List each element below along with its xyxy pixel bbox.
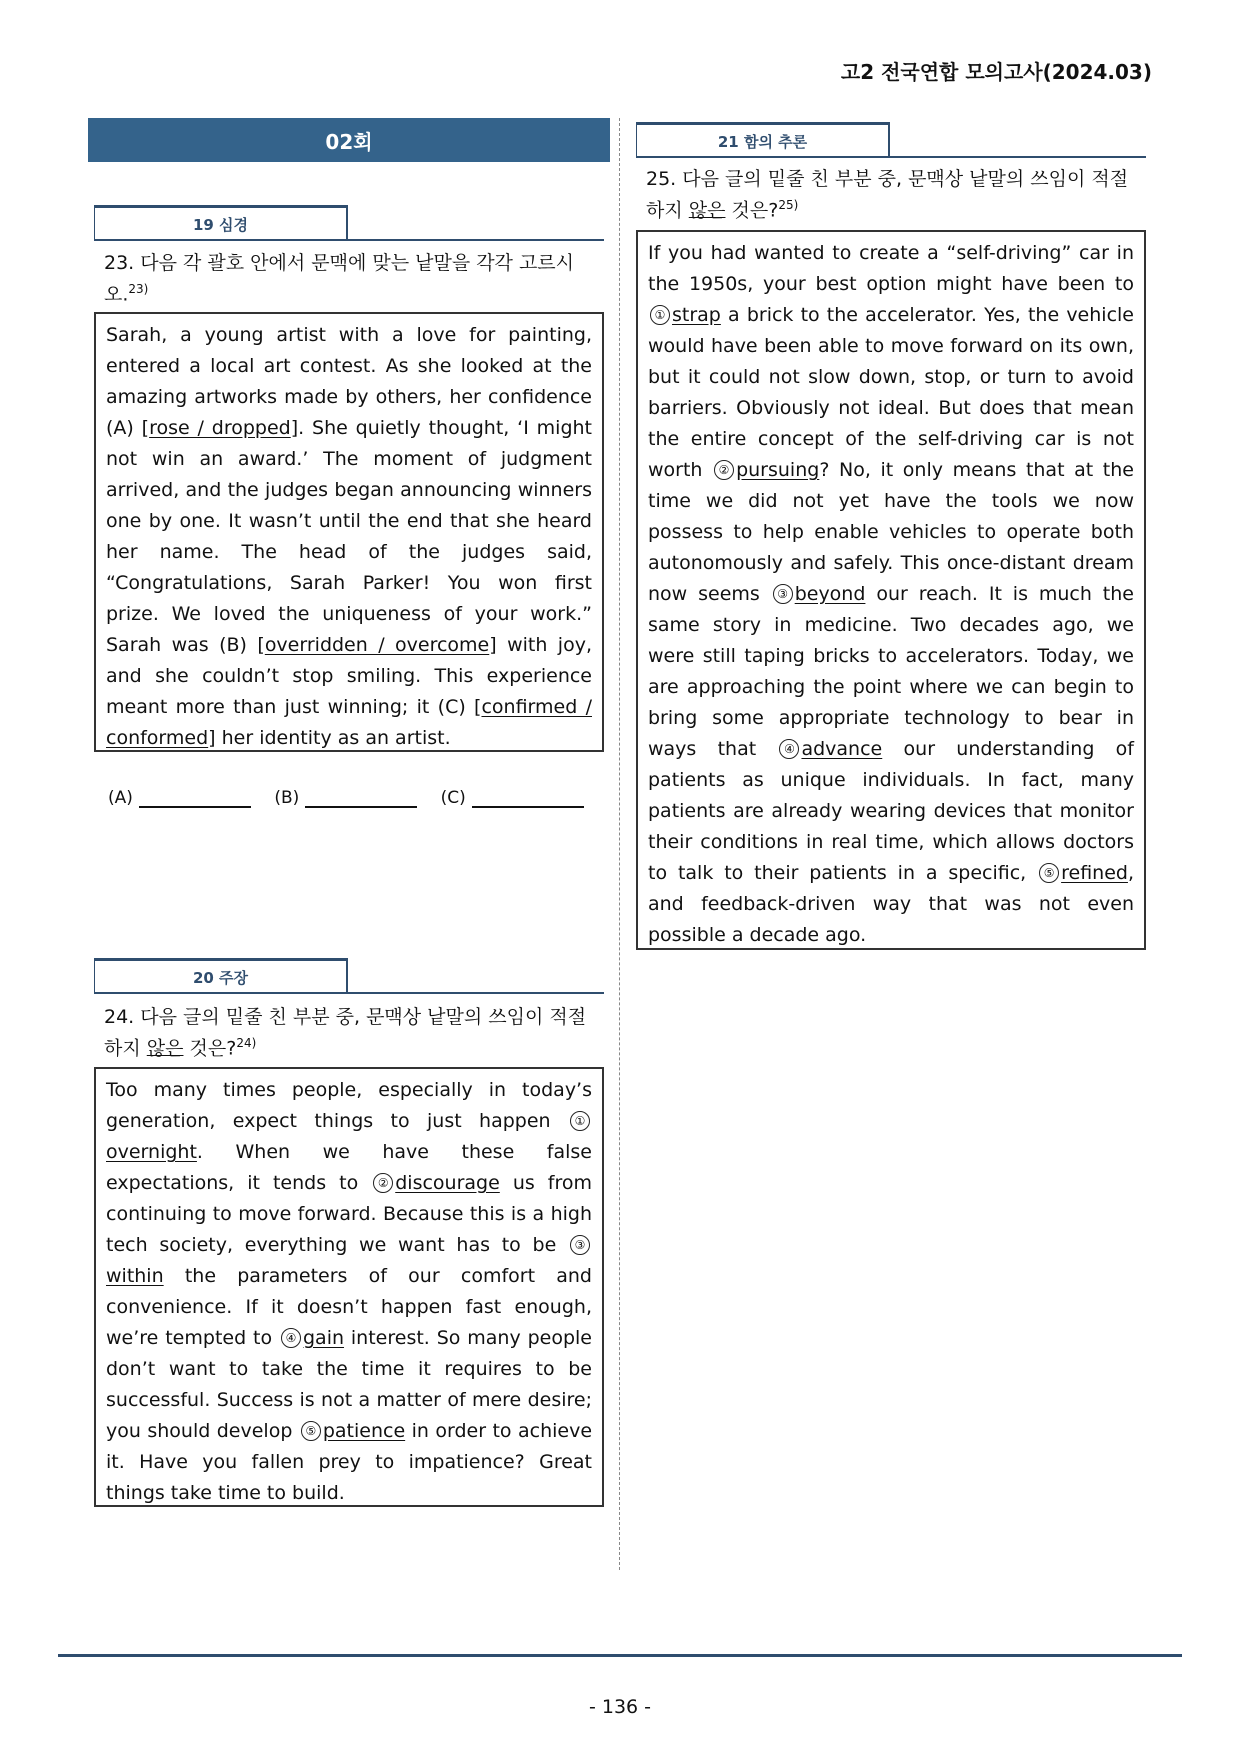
underlined-word: patience [322,1420,406,1442]
underlined-word: within [106,1265,164,1287]
choice-marker: ② [714,460,734,480]
answer-label-a: (A) [108,788,133,808]
choice-marker: ④ [779,739,799,759]
underlined-word: refined [1061,862,1128,884]
underlined-word: advance [801,738,883,760]
choice-marker: ⑤ [1039,863,1059,883]
q24-tag: 20 주장 [94,958,348,992]
passage-text: the parameters of our comfort and convenience. If it doesn’t happen fast enough, we’re tempted to [106,1265,592,1349]
underlined-word: overnight [106,1141,197,1163]
passage-text: in order to achieve it. Have you fallen prey to impatience? Great things take time to build. [106,1420,593,1504]
q25-passage [636,230,1146,950]
passage-text: , and feedback-driven way that was not even possible a decade ago. [648,862,1134,946]
choice-marker: ① [570,1111,590,1131]
choice-marker: ④ [281,1328,301,1348]
passage-text: our understanding of patients as unique individuals. In fact, many patients are already wearing devices that monitor their conditions in real time, which allows doctors to talk to their patients in a specific, [648,738,1134,884]
q24-tag-bar [94,958,604,994]
q25-tag-bar [636,122,1146,158]
underlined-word: strap [672,304,721,326]
page-number: - 136 - [588,1696,652,1718]
exam-title: 고2 전국연합 모의고사(2024.03) [840,60,1152,84]
underlined-word: gain [302,1327,345,1349]
passage-text: interest. So many people don’t want to take the time it requires to be successful. Success is not a matter of mere desire; you should develop [106,1327,592,1442]
answer-label-c: (C) [440,788,466,808]
round-banner [88,118,610,162]
choice-marker: ① [650,305,670,325]
passage-text: Too many times people, especially in today’s generation, expect things to just happen [106,1079,592,1132]
underlined-word: discourage [395,1172,500,1194]
underlined-word: overridden / overcome [264,634,490,656]
q23-tag-bar [94,205,604,241]
q23-answer-blanks [108,788,602,808]
column-divider [619,118,620,1570]
q23-tag: 19 심경 [94,205,348,239]
passage-text: If you had wanted to create a “self-driving” car in the 1950s, your best option might have been to [648,242,1134,295]
choice-marker: ② [373,1173,393,1193]
passage-text: a brick to the accelerator. Yes, the vehicle would have been able to move forward on its own, but it could not slow down, stop, or turn to avoid barriers. Obviously not ideal. But does that mean the entire concept of the self-driving car is not worth [648,304,1134,481]
answer-blank-c[interactable] [472,788,584,808]
passage-text: ] with joy, and she couldn’t stop smiling. This experience meant more than just winning; it (C) [ [106,634,592,718]
passage-text: us from continuing to move forward. Because this is a high tech society, everything we want has to be [106,1172,592,1256]
choice-marker: ⑤ [301,1421,321,1441]
answer-blank-b[interactable] [305,788,417,808]
passage-text: ]. She quietly thought, ‘I might not win an award.’ The moment of judgment arrived, and the judges began announcing winners one by one. It wasn’t until the end that she heard her name. The head of the judges said, “Congratulations, Sarah Parker! You won first prize. We loved the uniqueness of your work.” Sarah was (B) [ [106,417,593,656]
q24-prompt: 24. 다음 글의 밑줄 친 부분 중, 문맥상 낱말의 쓰임이 적절하지 않은 것은?$^{24)}$ [104,1006,587,1060]
footer-rule [58,1654,1182,1657]
q24-passage [94,1067,604,1507]
q23-passage [94,312,604,752]
underlined-word: pursuing [736,459,820,481]
passage-text: Sarah, a young artist with a love for painting, entered a local art contest. As she looked at the amazing artworks made by others, her confidence (A) [ [106,324,592,439]
q23-prompt: 23. 다음 각 괄호 안에서 문맥에 맞는 낱말을 각각 고르시오.$^{23)}$ [104,252,575,306]
underlined-word: rose / dropped [149,417,291,439]
passage-text: ] her identity as an artist. [208,727,451,749]
round-label: 02회 [325,129,373,154]
passage-text: our reach. It is much the same story in medicine. Two decades ago, we were still taping bricks to accelerators. Today, we are approaching the point where we can begin to bring some appropriate technology to bear in ways that [648,583,1134,760]
q25-prompt: 25. 다음 글의 밑줄 친 부분 중, 문맥상 낱말의 쓰임이 적절하지 않은 것은?$^{25)}$ [646,168,1129,222]
underlined-word: confirmed / conformed [106,696,592,749]
q25-tag: 21 함의 추론 [636,122,890,156]
passage-text: ? No, it only means that at the time we did not yet have the tools we now possess to help enable vehicles to operate both autonomously and safely. This once-distant dream now seems [648,459,1134,605]
choice-marker: ③ [570,1235,590,1255]
underlined-word: beyond [794,583,866,605]
answer-blank-a[interactable] [139,788,251,808]
passage-text: . When we have these false expectations, it tends to [106,1141,592,1194]
choice-marker: ③ [773,584,793,604]
answer-label-b: (B) [274,788,300,808]
